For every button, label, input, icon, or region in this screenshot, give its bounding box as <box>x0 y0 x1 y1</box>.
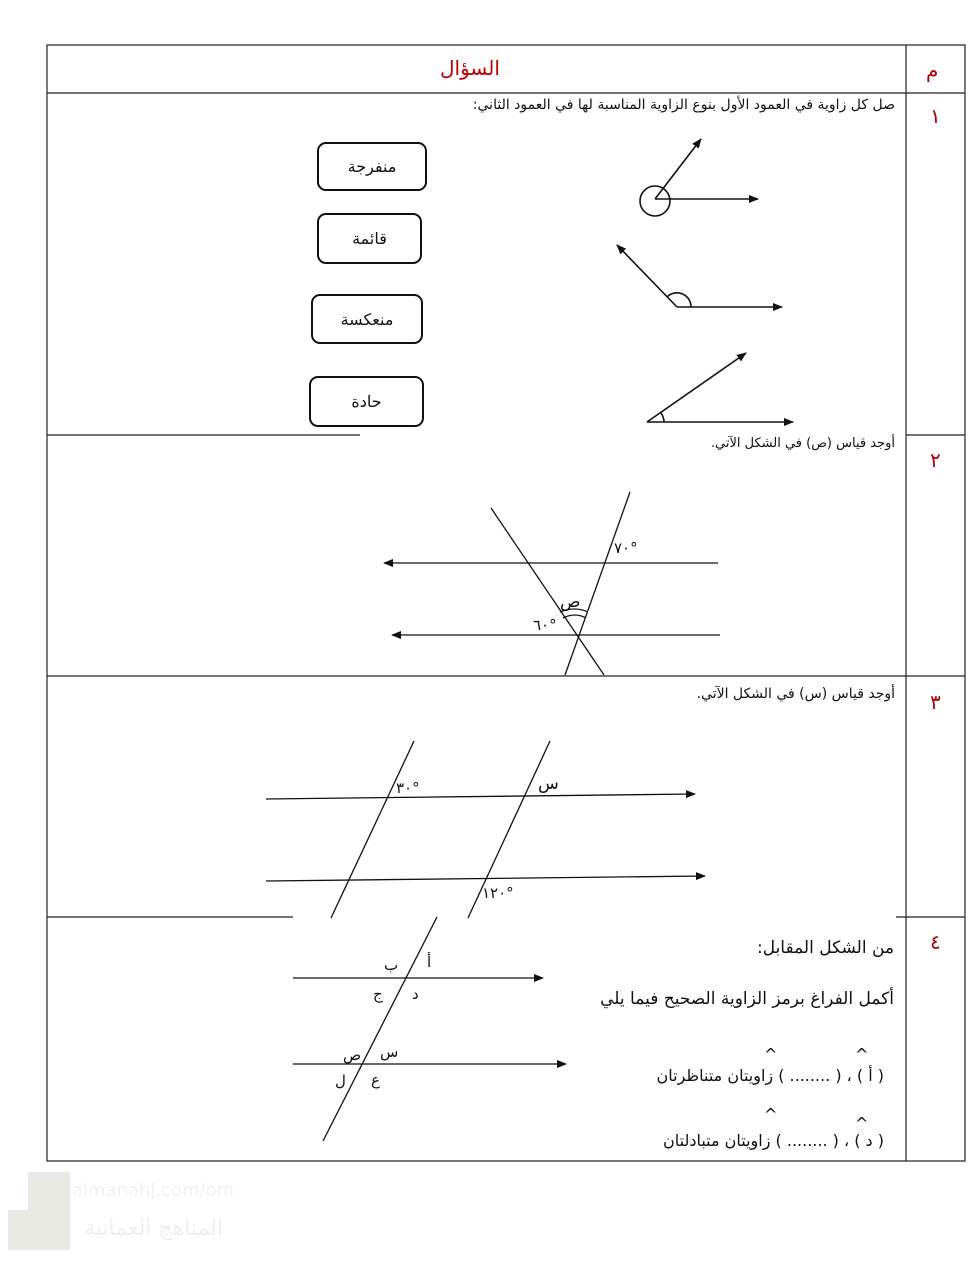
q3-unknown-sin: س <box>538 774 559 794</box>
q4-alternate-line[interactable]: ( د ) ، ( ........ ) زاويتان متبادلتان <box>663 1131 884 1150</box>
q4-instruction: أكمل الفراغ برمز الزاوية الصحيح فيما يلي <box>600 989 894 1009</box>
q4-label-dal: د <box>412 985 419 1003</box>
option-obtuse[interactable]: منفرجة <box>317 142 427 191</box>
q4-corresponding-line[interactable]: ( أ ) ، ( ........ ) زاويتان متناظرتان <box>656 1066 884 1085</box>
watermark-url: almanahj.com/om <box>72 1180 235 1201</box>
q4-label-sad: ص <box>343 1046 362 1064</box>
q4-label-alif: أ <box>427 953 432 971</box>
q3-text: أوجد قياس (س) في الشكل الآتي. <box>696 686 895 702</box>
q4-number: ٤ <box>930 930 941 954</box>
q2-angle-60: ٦٠° <box>533 616 557 634</box>
q3-number: ٣ <box>930 690 941 714</box>
header-number-col: م <box>926 58 939 82</box>
header-question-col: السؤال <box>440 56 500 80</box>
q2-text: أوجد قياس (ص) في الشكل الآتي. <box>710 436 895 451</box>
q3-angle-30: ٣٠° <box>396 779 420 797</box>
q1-text: صل كل زاوية في العمود الأول بنوع الزاوية المناسبة لها في العمود الثاني: <box>472 97 895 113</box>
q1-number: ١ <box>930 104 941 128</box>
watermark-logo <box>0 1160 80 1260</box>
q4-label-sin: س <box>380 1043 399 1061</box>
q4-label-ba: ب <box>384 956 399 974</box>
option-acute[interactable]: حادة <box>309 376 424 427</box>
q2-unknown-sad: ص <box>560 592 581 612</box>
q4-label-jim: ج <box>373 985 383 1003</box>
q4-hat-2b: ^ <box>855 1114 869 1133</box>
watermark-name: المناهج العمانية <box>84 1216 224 1241</box>
option-reflex[interactable]: منعكسة <box>311 294 423 344</box>
q2-number: ٢ <box>930 448 941 472</box>
q4-hat-2a: ^ <box>764 1105 778 1124</box>
q4-hat-1b: ^ <box>855 1045 869 1064</box>
q4-intro: من الشكل المقابل: <box>756 938 894 958</box>
q4-label-lam: ل <box>335 1072 346 1090</box>
q3-angle-120: ١٢٠° <box>482 884 514 902</box>
q4-hat-1a: ^ <box>764 1045 778 1064</box>
option-right[interactable]: قائمة <box>317 213 422 264</box>
q2-angle-70: ٧٠° <box>614 539 638 557</box>
q4-label-ayn: ع <box>371 1071 380 1089</box>
